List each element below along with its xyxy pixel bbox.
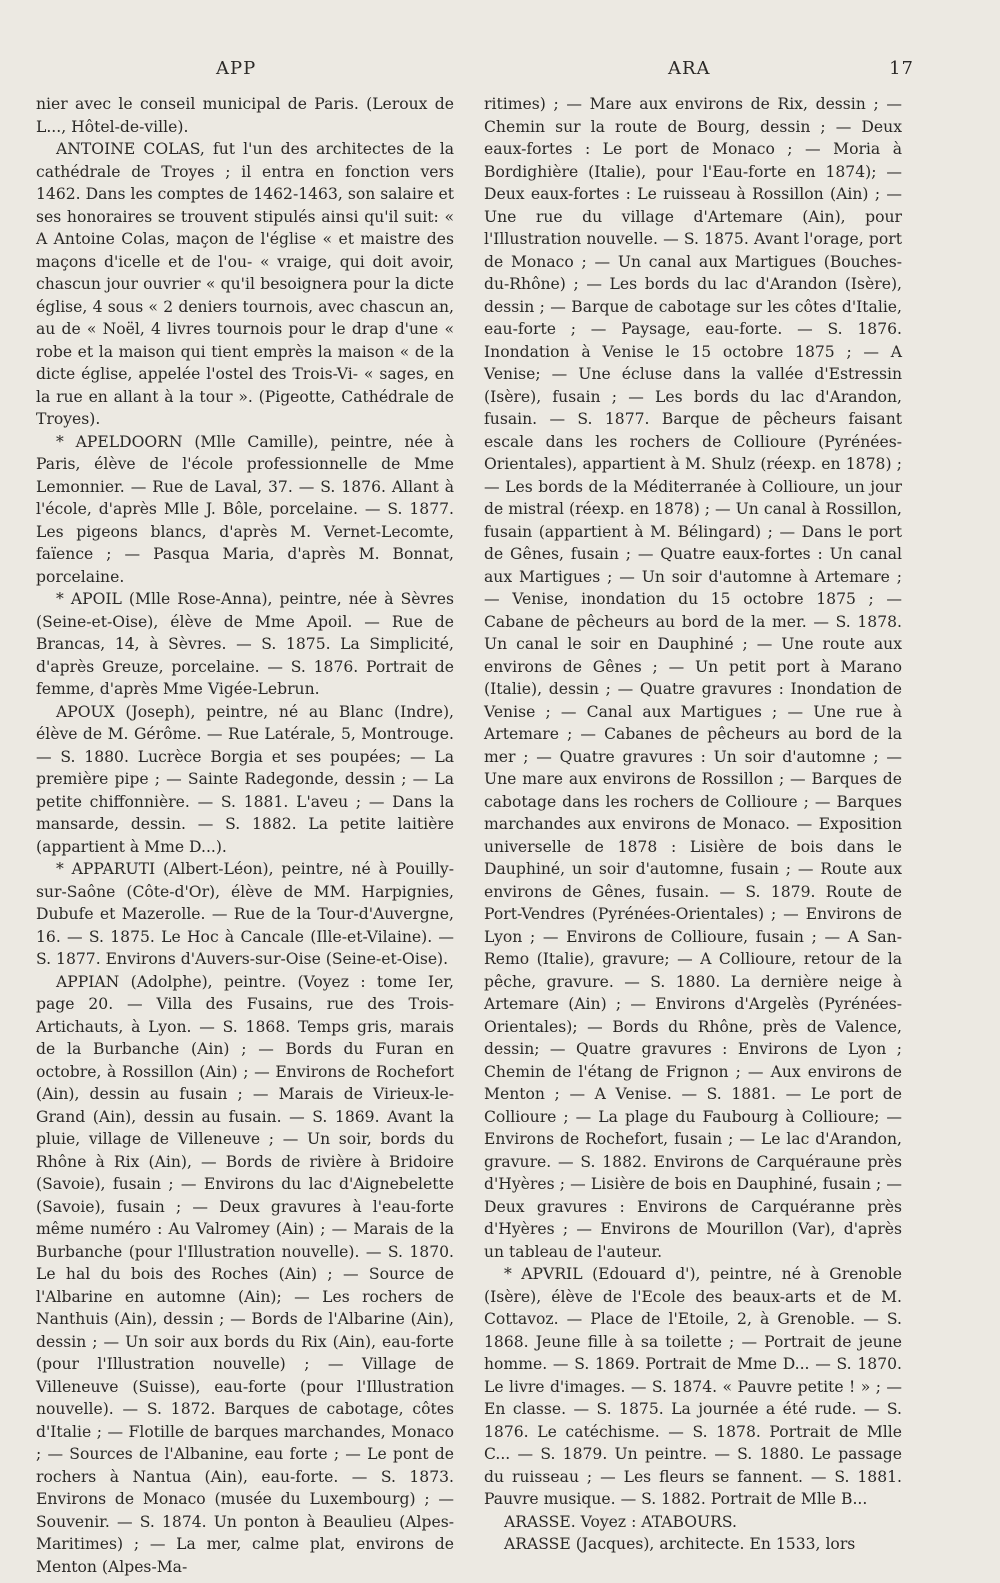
entry-paragraph: ritimes) ; — Mare aux environs de Rix, dessin ; — Chemin sur la route de Bourg, dessin ; — Deux eaux-fortes : Le port de Monaco ; — Moria à Bordighière (Italie), pour l'Eau-forte en 1874); — Deux eaux-fortes : Le ruisseau à Rossillon (Ain) ; — Une rue du village d'Artemare (Ain), pour l'Illustration nouvelle. — S. 1875. Avant l'orage, port de Monaco ; — Un canal aux Martigues (Bouches-du-Rhône) ; — Les bords du lac d'Arandon (Isère), dessin ; — Barque de cabotage sur les côtes d'Italie, eau-forte ; — Paysage, eau-forte. — S. 1876. Inondation à Venise le 15 octobre 1875 ; — A Venise; — Une écluse dans la vallée d'Estressin (Isère), fusain ; — Les bords du lac d'Arandon, fusain. — S. 1877. Barque de pêcheurs faisant escale dans les rochers de Collioure (Pyrénées-Orientales), appartient à M. Shulz (réexp. en 1878) ; — Les bords de la Méditerranée à Collioure, un jour de mistral (réexp. en 1878) ; — Un canal à Rossillon, fusain (appartient à M. Bélingard) ; — Dans le port de Gênes, fusain ; — Quatre eaux-fortes : Un canal aux Martigues ; — Un soir d'automne à Artemare ; — Venise, inondation du 15 octobre 1875 ; — Cabane de pêcheurs au bord de la mer. — S. 1878. Un canal le soir en Dauphiné ; — Une route aux environs de Gênes ; — Un petit port à Marano (Italie), dessin ; — Quatre gravures : Inondation de Venise ; — Canal aux Martigues ; — Une rue à Artemare ; — Cabanes de pêcheurs au bord de la mer ; — Quatre gravures : Un soir d'automne ; — Une mare aux environs de Rossillon ; — Barques de cabotage dans les rochers de Collioure ; — Barques marchandes aux environs de Monaco. — Exposition universelle de 1878 : Lisière de bois dans le Dauphiné, un soir d'automne, fusain ; — Route aux environs de Gênes, fusain. — S. 1879. Route de Port-Vendres (Pyrénées-Orientales) ; — Environs de Lyon ; — Environs de Collioure, fusain ; — A San-Remo (Italie), gravure; — A Collioure, retour de la pêche, gravure. — S. 1880. La dernière neige à Artemare (Ain) ; — Environs d'Argelès (Pyrénées-Orientales); — Bords du Rhône, près de Valence, dessin; — Quatre gravures : Environs de Lyon ; Chemin de l'étang de Frignon ; — Aux environs de Menton ; — A Venise. — S. 1881. — Le port de Collioure ; — La plage du Faubourg à Collioure; — Environs de Rochefort, fusain ; — Le lac d'Arandon, gravure. — S. 1882. Environs de Carquéraune près d'Hyères ; — Lisière de bois en Dauphiné, fusain ; — Deux gravures : Environs de Carquéranne près d'Hyères ; — Environs de Mourillon (Var), d'après un tableau de l'auteur. [484, 95, 902, 1261]
entry-paragraph: APOUX (Joseph), peintre, né au Blanc (Indre), élève de M. Gérôme. — Rue Latérale, 5, Montrouge. — S. 1880. Lucrèce Borgia et ses poupées; — La première pipe ; — Sainte Radegonde, dessin ; — La petite chiffonnière. — S. 1881. L'aveu ; — Dans la mansarde, dessin. — S. 1882. La petite laitière (appartient à Mme D...). [36, 702, 454, 856]
right-column [484, 93, 902, 1556]
entry-paragraph: * APOIL (Mlle Rose-Anna), peintre, née à Sèvres (Seine-et-Oise), élève de Mme Apoil. — Rue de Brancas, 14, à Sèvres. — S. 1875. La Simplicité, d'après Greuze, porcelaine. — S. 1876. Portrait de femme, d'après Mme Vigée-Lebrun. [36, 590, 454, 698]
running-header [36, 58, 914, 86]
entry-paragraph: nier avec le conseil municipal de Paris. (Leroux de L..., Hôtel-de-ville). [36, 95, 454, 136]
entry-paragraph: ARASSE (Jacques), architecte. En 1533, lors [504, 1535, 856, 1553]
left-column [36, 93, 454, 1578]
entry-paragraph: APPIAN (Adolphe), peintre. (Voyez : tome Ier, page 20. — Villa des Fusains, rue des Trois-Artichauts, à Lyon. — S. 1868. Temps gris, marais de la Burbanche (Ain) ; — Bords du Furan en octobre, à Rossillon (Ain) ; — Environs de Rochefort (Ain), dessin au fusain ; — Marais de Virieux-le-Grand (Ain), dessin au fusain. — S. 1869. Avant la pluie, village de Villeneuve ; — Un soir, bords du Rhône à Rix (Ain), — Bords de rivière à Bridoire (Savoie), fusain ; — Environs du lac d'Aignebelette (Savoie), fusain ; — Deux gravures à l'eau-forte même numéro : Au Valromey (Ain) ; — Marais de la Burbanche (pour l'Illustration nouvelle). — S. 1870. Le hal du bois des Roches (Ain) ; — Source de l'Albarine en automne (Ain); — Les rochers de Nanthuis (Ain), dessin ; — Bords de l'Albarine (Ain), dessin ; — Un soir aux bords du Rix (Ain), eau-forte (pour l'Illustration nouvelle) ; — Village de Villeneuve (Suisse), eau-forte (pour l'Illustration nouvelle). — S. 1872. Barques de cabotage, côtes d'Italie ; — Flotille de barques marchandes, Monaco ; — Sources de l'Albanine, eau forte ; — Le pont de rochers à Nantua (Ain), eau-forte. — S. 1873. Environs de Monaco (musée du Luxembourg) ; — Souvenir. — S. 1874. Un ponton à Beaulieu (Alpes-Maritimes) ; — La mer, calme plat, environs de Menton (Alpes-Ma- [36, 972, 454, 1576]
page-number: 17 [889, 58, 914, 79]
entry-paragraph: ANTOINE COLAS, fut l'un des architectes de la cathédrale de Troyes ; il entra en fonction vers 1462. Dans les comptes de 1462-1463, son salaire et ses honoraires se trouvent stipulés ainsi qu'il suit: « A Antoine Colas, maçon de l'église « et maistre des maçons d'icelle et de l'ou- « vraige, qui doit avoir, chascun jour ouvrier « qu'il besoignera pour la dicte église, 4 sous « 2 deniers tournois, avec chascun an, au de « Noël, 4 livres tournois pour le drap d'une « robe et la maison qui tient emprès la maison « de la dicte église, appelée l'ostel des Trois-Vi- « sages, en la rue en allant à la tour ». (Pigeotte, Cathédrale de Troyes). [36, 140, 454, 428]
entry-paragraph: * APVRIL (Edouard d'), peintre, né à Grenoble (Isère), élève de l'Ecole des beaux-arts et de M. Cottavoz. — Place de l'Etoile, 2, à Grenoble. — S. 1868. Jeune fille à sa toilette ; — Portrait de jeune homme. — S. 1869. Portrait de Mme D... — S. 1870. Le livre d'images. — S. 1874. « Pauvre petite ! » ; — En classe. — S. 1875. La journée a été rude. — S. 1876. Le catéchisme. — S. 1878. Portrait de Mlle C... — S. 1879. Un peintre. — S. 1880. Le passage du ruisseau ; — Les fleurs se fannent. — S. 1881. Pauvre musique. — S. 1882. Portrait de Mlle B... [484, 1265, 902, 1508]
header-right-guideword: ARA [668, 58, 711, 79]
header-left-guideword: APP [216, 58, 257, 79]
entry-paragraph: * APPARUTI (Albert-Léon), peintre, né à Pouilly-sur-Saône (Côte-d'Or), élève de MM. Harpignies, Dubufe et Mazerolle. — Rue de la Tour-d'Auvergne, 16. — S. 1875. Le Hoc à Cancale (Ille-et-Vilaine). — S. 1877. Environs d'Auvers-sur-Oise (Seine-et-Oise). [36, 860, 454, 968]
entry-paragraph: ARASSE. Voyez : ATABOURS. [504, 1512, 738, 1531]
entry-paragraph: * APELDOORN (Mlle Camille), peintre, née à Paris, élève de l'école professionnelle de Mme Lemonnier. — Rue de Laval, 37. — S. 1876. Allant à l'école, d'après Mlle J. Bôle, porcelaine. — S. 1877. Les pigeons blancs, d'après M. Vernet-Lecomte, faïence ; — Pasqua Maria, d'après M. Bonnat, porcelaine. [36, 432, 454, 586]
